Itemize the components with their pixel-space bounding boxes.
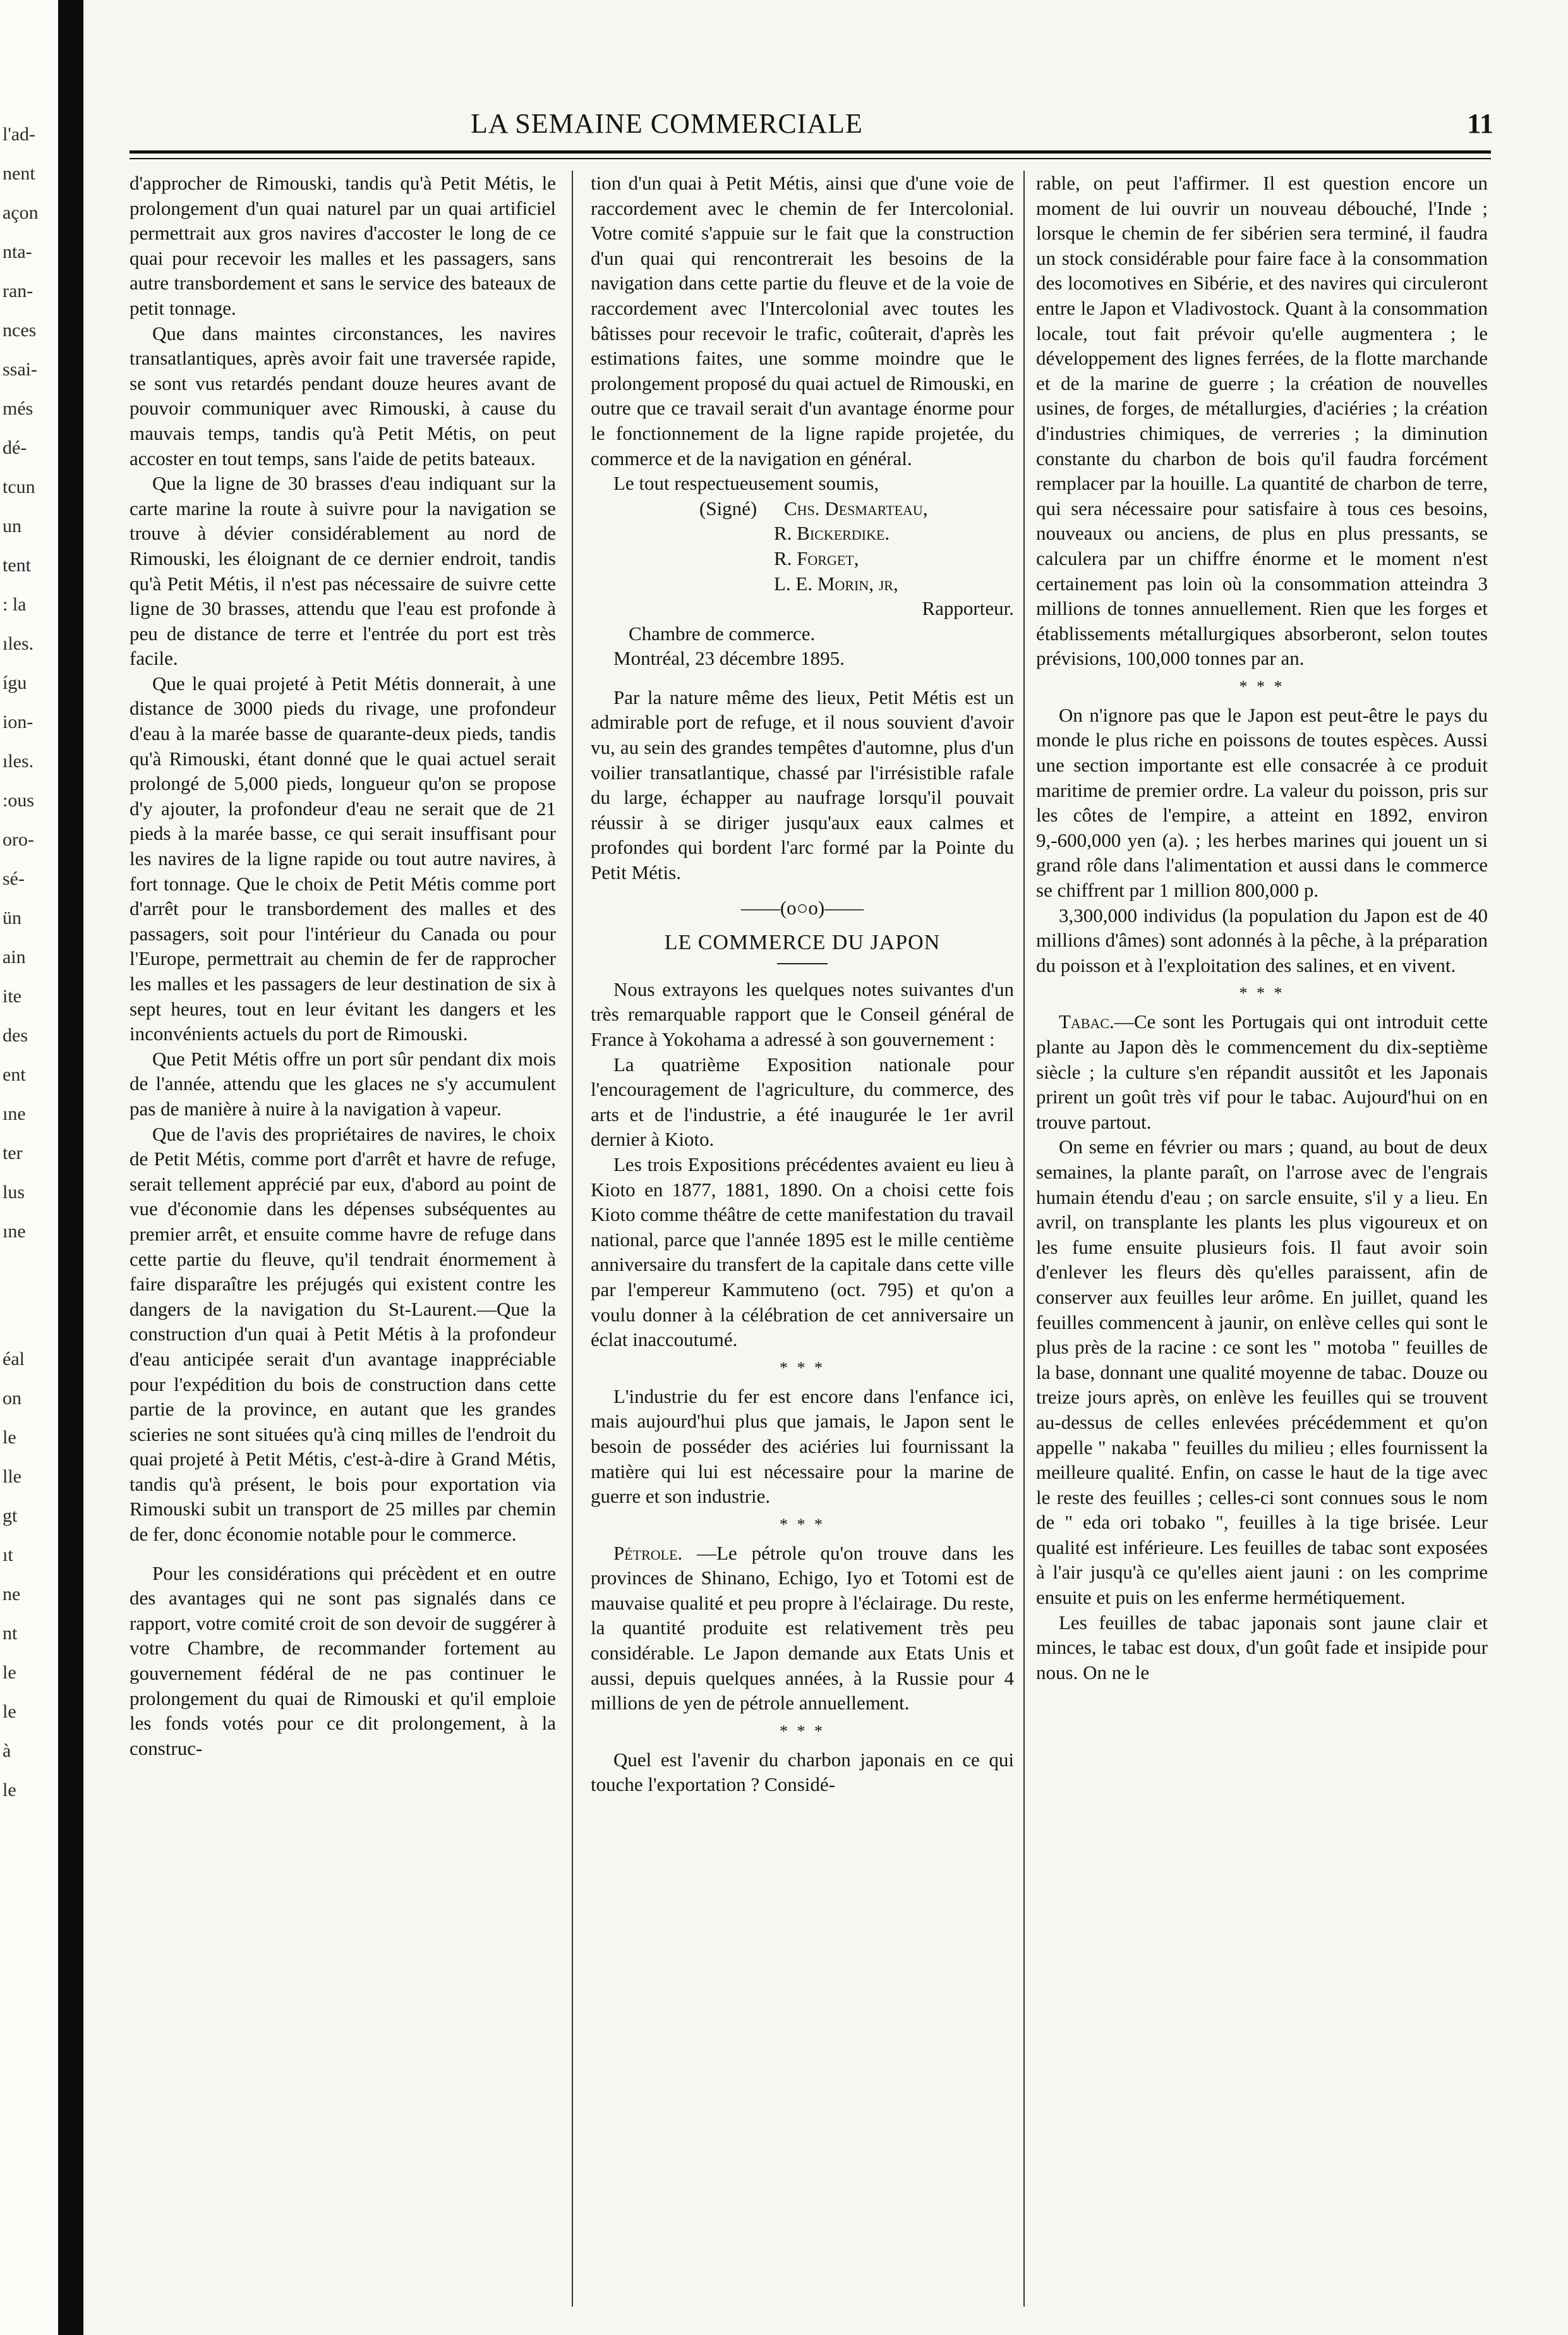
paragraph: On seme en février ou mars ; quand, au bout de deux semaines, la plante paraît, on l'arrose avec de l'engrais humain étendu d'eau ; on sarcle ensuite, s'il y a lieu. En avril, on transplante les plants les plus vigoureux et on les fume ensuite plusieurs fois. Il faut avoir soin d'enlever les fleurs dès qu'elles paraissent, afin de conserver aux feuilles leur arôme. En juillet, quand les feuilles commencent à jaunir, on enlève celles qui sont le plus près de la racine : ce sont les " motoba " feuilles de la base, donnant une qualité moyenne de tabac. Douze ou treize jours après, on enlève les feuilles qui se trouvent au-dessus de celles enlevées précédemment et qu'on appelle " nakaba " feuilles du milieu ; elles fournissent la meilleure qualité. Enfin, on casse le haut de la tige avec le reste des feuilles ; celles-ci sont connues sous le nom de " eda ori tobako ", feuilles à la tige brisée. Leur qualité est inférieure. Les feuilles de tabac sont exposées à l'air jusqu'à ce qu'elles aient jauni : on les comprime ensuite et puis on les enferme hermétiquement. <box>1036 1136 1488 1609</box>
paragraph: tion d'un quai à Petit Métis, ainsi que d'une voie de raccordement avec le chemin de fer Intercolonial. Votre comité s'appuie sur le fait que la construction d'un quai qui rencontrerait les besoins de la navigation dans cette partie du fleuve et de la voie de raccordement avec l'Intercolonial avec toutes les bâtisses pour recevoir le trafic, coûterait, d'après les estimations faites, une somme moindre que le prolongement proposé du quai actuel de Rimouski, en outre que ce travail serait d'un avantage énorme pour le fonctionnement de la ligne rapide projetée, du commerce et de la navigation en général. <box>591 172 1014 470</box>
margin-fragment: ite <box>3 986 21 1007</box>
left-margin-strip <box>0 0 58 2335</box>
margin-fragment: ün <box>3 907 21 928</box>
margin-fragment: ígu <box>3 672 27 693</box>
paragraph: Par la nature même des lieux, Petit Métis est un admirable port de refuge, et il nous souvient d'avoir vu, au sein des grandes tempêtes d'automne, plus d'un voilier transatlantique, chassé par l'irrésistible rafale du large, échapper au naufrage lorsqu'il pouvait réussir à se diriger jusqu'aux eaux calmes et profondes qui bordent l'arc formé par la Pointe du Petit Métis. <box>591 686 1014 884</box>
margin-fragment: oro- <box>3 829 34 850</box>
margin-fragment: nt <box>3 1623 18 1644</box>
rapporteur: Rapporteur. <box>922 597 1014 620</box>
run-in-heading: Tabac. <box>1059 1010 1114 1033</box>
column-rule-2 <box>1023 171 1025 2307</box>
closing-line: Le tout respectueusement soumis, <box>613 472 879 495</box>
signature-block <box>591 496 1014 596</box>
paragraph-text: —Le pétrole qu'on trouve dans les provinces de Shinano, Echigo, Iyo et Totomi est de mauvaise qualité et peu propre à l'éclairage. Du reste, la quantité produite est relativement très peu considérable. Le Japon demande aux Etats Unis et aussi, depuis quelques années, à la Russie pour 4 millions de yen de pétrole annuellement. <box>591 1541 1014 1714</box>
signatory: Chs. Desmarteau, <box>784 497 928 519</box>
margin-fragment: nent <box>3 163 35 184</box>
margin-fragment: lus <box>3 1182 25 1203</box>
paragraph: Que le quai projeté à Petit Métis donnerait, à une distance de 3000 pieds du rivage, une profondeur d'eau à la marée basse de quarante-deux pieds, tandis qu'à Rimouski, étant donné que le quai actuel serait prolongé de 5,000 pieds, longueur qu'on se propose d'y ajouter, la profondeur d'eau ne serait que de 21 pieds à la marée basse, ce qui serait insuffisant pour les navires de la ligne rapide ou tout autre navires, à fort tonnage. Que le choix de Petit Métis comme port d'arrêt pour le transbordement des malles et des passagers, soit pour l'intérieur du Canada ou pour l'Europe, permettrait au chemin de fer de rapprocher les malles et les passagers de leur destination de six à sept heures, tout en leur évitant les dangers et les inconvénients actuels du port de Rimouski. <box>130 672 556 1045</box>
margin-fragment: lle <box>3 1466 21 1487</box>
paragraph: Quel est l'avenir du charbon japonais en ce qui touche l'exportation ? Considé- <box>591 1748 1014 1796</box>
margin-fragment: ıles. <box>3 751 34 772</box>
margin-fragment: dé- <box>3 437 27 458</box>
paragraph: Que de l'avis des propriétaires de navires, le choix de Petit Métis, comme port d'arrêt et havre de refuge, serait tellement apprécié par eux, d'abord au point de vue d'économie dans les dépenses subséquentes au premier arrêt, et ensuite comme havre de refuge dans cette partie du fleuve, qu'il tendrait énormement à faire disparaître les préjugés qui existent contre les dangers de la navigation du St-Laurent.—Que la construction d'un quai à Petit Métis à la profondeur d'eau anticipée serait d'un avantage inappréciable pour l'expédition du bois de construction dans cette partie de la province, en autant que les grandes scieries ne sont situées qu'à cinq milles de l'endroit du quai projeté à Petit Métis, c'est-à-dire à Grand Métis, tandis qu'à présent, le bois pour exportation via Rimouski subit un transport de 25 milles par chemin de fer, donc économie notable pour le commerce. <box>130 1122 556 1546</box>
page-number: 11 <box>1467 108 1493 139</box>
running-title: LA SEMAINE COMMERCIALE <box>471 108 863 139</box>
signature-date: Montréal, 23 décembre 1895. <box>613 647 845 670</box>
margin-fragment: le <box>3 1701 16 1722</box>
margin-fragment: ıles. <box>3 633 34 654</box>
margin-fragment: gt <box>3 1505 18 1526</box>
paragraph: 3,300,000 individus (la population du Japon est de 40 millions d'âmes) sont adonnés à la pêche, à la préparation du poisson et à l'exploitation des salines, et en vivent. <box>1036 904 1488 976</box>
paragraph: rable, on peut l'affirmer. Il est question encore un moment de lui ouvrir un nouveau débouché, l'Inde ; lorsque le chemin de fer sibérien sera terminé, il faudra un stock considérable pour faire face à la consommation des locomotives en Sibérie, et des navires qui circuleront entre le Japon et Vladivostock. Quant à la consommation locale, tout fait prévoir qu'elle augmentera ; le développement des lignes ferrées, de la flotte marchande et de la marine de guerre ; la création de nouvelles usines, de forges, de métallurgies, d'aciéries ; la création d'industries chimiques, de verreries ; la diminution constante du charbon de bois qu'il faudra forcément remplacer par la houille. La quantité de charbon de terre, qui sera nécessaire pour satisfaire à tous ces besoins, nouveaux ou anciens, de plus en plus pressants, se calculera par un chiffre énorme et le moment n'est certainement pas loin où la consommation atteindra 3 millions de tonnes annuellement. Rien que les forges et établissements métallurgiques absorberont, selon toutes prévisions, 100,000 tonnes par an. <box>1036 172 1488 670</box>
asterism: * * * <box>780 1721 825 1740</box>
margin-fragment: ıt <box>3 1544 13 1565</box>
margin-fragment: tcun <box>3 476 35 497</box>
signatory: R. Forget, <box>774 547 859 569</box>
header-rule-thin <box>130 158 1491 159</box>
margin-fragment: ne <box>3 1584 21 1604</box>
margin-fragment: ıne <box>3 1221 26 1242</box>
paragraph: Que dans maintes circonstances, les navires transatlantiques, après avoir fait une traversée rapide, se sont vus retardés pendant douze heures avant de pouvoir communiquer avec Rimouski, à cause du mauvais temps, tandis qu'à Petit Métis, on peut accoster en tout temps, sans l'aide de petits bateaux. <box>130 322 556 470</box>
paragraph: Que Petit Métis offre un port sûr pendant dix mois de l'année, attendu que les glaces ne s'y accumulent pas de manière à nuire à la navigation à vapeur. <box>130 1047 556 1120</box>
signe-label: (Signé) <box>699 497 757 519</box>
paragraph: Que la ligne de 30 brasses d'eau indiquant sur la carte marine la route à suivre pour la navigation se trouve à dévier considérablement au nord de Rimouski, les éloignant de ce dernier endroit, tandis qu'à Petit Métis, il n'est pas nécessaire de suivre cette ligne de 30 brasses, attendu que l'eau est profonde à peu de distance de terre et l'entrée du port est très facile. <box>130 472 556 670</box>
asterism: * * * <box>1239 677 1285 696</box>
paragraph: d'approcher de Rimouski, tandis qu'à Petit Métis, le prolongement d'un quai naturel par un quai artificiel permettrait aux gros navires d'accoster le long de ce quai pour recevoir les malles et les passagers, sans autre transbordement et sans le service des bateaux de petit tonnage. <box>130 172 556 319</box>
margin-fragment: ter <box>3 1143 23 1163</box>
binding-edge <box>58 0 83 2335</box>
margin-fragment: nces <box>3 320 37 341</box>
asterism: * * * <box>780 1515 825 1534</box>
margin-fragment: nta- <box>3 241 32 262</box>
margin-fragment: ion- <box>3 712 33 732</box>
column-2 <box>591 171 1014 2307</box>
header-rule <box>130 150 1491 154</box>
paragraph <box>1036 1009 1488 1134</box>
page-header <box>130 101 1530 145</box>
run-in-heading: Pétrole. <box>613 1541 683 1564</box>
paragraph: La quatrième Exposition nationale pour l'encouragement de l'agriculture, du commerce, des arts et de l'industrie, a été inaugurée le 1er avril dernier à Kioto. <box>591 1053 1014 1151</box>
asterism: * * * <box>1239 984 1285 1003</box>
signatory: L. E. Morin, jr, <box>774 572 898 595</box>
column-rule-1 <box>572 171 573 2307</box>
asterism: * * * <box>780 1358 825 1377</box>
margin-fragment: un <box>3 516 21 537</box>
margin-fragment: ent <box>3 1064 26 1085</box>
section-divider: ——(o○o)—— <box>740 896 864 919</box>
margin-fragment: ıne <box>3 1103 26 1124</box>
margin-fragment: le <box>3 1780 16 1800</box>
margin-fragment: ssai- <box>3 359 37 380</box>
section-title: LE COMMERCE DU JAPON <box>664 931 941 955</box>
margin-fragment: més <box>3 398 33 419</box>
paragraph: Les feuilles de tabac japonais sont jaune clair et minces, le tabac est doux, d'un goût fade et insipide pour nous. On ne le <box>1036 1611 1488 1683</box>
paragraph: L'industrie du fer est encore dans l'enfance ici, mais aujourd'hui plus que jamais, le Japon sent le besoin de posséder des aciéries lui fournissant la matière qui lui est nécessaire pour la marine de guerre et son industrie. <box>591 1385 1014 1508</box>
margin-fragment: :ous <box>3 790 35 811</box>
paragraph: Pour les considérations qui précèdent et en outre des avantages qui ne sont pas signalés dans ce rapport, votre comité croit de son devoir de suggérer à votre Chambre, de recommander fortement au gouvernement fédéral de ne pas continuer le prolongement du quai de Rimouski et qu'il emploie les fonds votés pour ce dit prolongement, à la construc- <box>130 1562 556 1759</box>
paragraph: Nous extrayons les quelques notes suivantes d'un très remarquable rapport que le Conseil général de France à Yokohama a adressé à son gouvernement : <box>591 978 1014 1050</box>
column-1 <box>130 171 556 2307</box>
paragraph-text: —Ce sont les Portugais qui ont introduit cette plante au Japon dès le commencement du dix-septième siècle ; la culture s'en répandit aussitôt et les Japonais prirent un goût très vif pour le tabac. Aujourd'hui on en trouve partout. <box>1036 1010 1488 1133</box>
margin-fragment: éal <box>3 1349 25 1369</box>
title-rule <box>777 963 828 964</box>
margin-fragment: ran- <box>3 281 33 301</box>
column-3 <box>1036 171 1488 2307</box>
margin-fragment: le <box>3 1427 16 1448</box>
margin-fragment: açon <box>3 202 39 223</box>
margin-fragment: l'ad- <box>3 124 36 145</box>
signature-place: Chambre de commerce. <box>629 622 816 645</box>
paragraph: Les trois Expositions précédentes avaient eu lieu à Kioto en 1877, 1881, 1890. On a choisi cette fois Kioto comme théâtre de cette manifestation du travail national, parce que l'année 1895 est le mille centième anniversaire du transfert de la capitale dans cette ville par l'empereur Kammuteno (oct. 795) et qu'on a voulu donner à la célébration de cet anniversaire un éclat inaccoutumé. <box>591 1153 1014 1351</box>
paragraph: On n'ignore pas que le Japon est peut-être le pays du monde le plus riche en poissons de toutes espèces. Aussi une section importante est elle consacrée à ce produit maritime de premier ordre. La valeur du poisson, pris sur les côtes de l'empire, a atteint en 1892, environ 9,-600,000 yen (a). ; les herbes marines qui jouent un si grand rôle dans l'alimentation et aussi dans le commerce se chiffrent par 1 million 800,000 p. <box>1036 703 1488 902</box>
signatory: R. Bickerdike. <box>774 522 890 545</box>
margin-fragment: sé- <box>3 868 25 889</box>
margin-fragment: à <box>3 1740 11 1761</box>
margin-fragment: tent <box>3 555 31 576</box>
margin-fragment: le <box>3 1662 16 1683</box>
margin-fragment: ain <box>3 947 26 967</box>
paragraph <box>591 1541 1014 1716</box>
margin-fragment: on <box>3 1388 21 1409</box>
margin-fragment: des <box>3 1025 28 1046</box>
margin-fragment: : la <box>3 594 27 615</box>
